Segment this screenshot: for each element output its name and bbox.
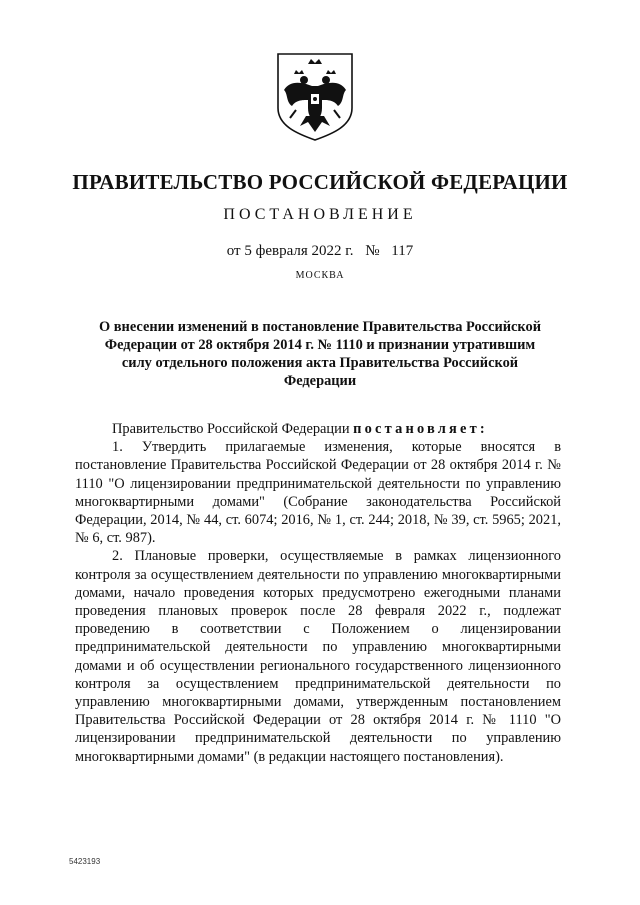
date-prefix: от (226, 243, 241, 259)
organization-heading: ПРАВИТЕЛЬСТВО РОССИЙСКОЙ ФЕДЕРАЦИИ (72, 170, 568, 194)
date-number-line (0, 243, 640, 260)
preamble-verb: постановляет: (353, 421, 488, 437)
paragraph-item-2: 2. Плановые проверки, осуществляемые в рамках лицензионного контроля за осуществлением деятельности по управлению многоквартирными домами, начало проведения которых предусмотрено ежегодными планами проведения плановых проверок после 28 февраля 2022 г., подлежат проведению в соответствии с Положением о лицензировании предпринимательской деятельности по управлению многоквартирными домами и об осуществлении регионального государственного лицензионного контроля за осуществлением предпринимательской деятельности по управлению многоквартирными домами, утвержденным постановлением Правительства Российской Федерации от 28 октября 2014 г. № 1110 "О лицензировании предпринимательской деятельности по управлению многоквартирными домами" (в редакции настоящего постановления). (75, 548, 561, 765)
coat-of-arms-emblem (272, 50, 358, 144)
preamble-subject: Правительство Российской Федерации (112, 421, 350, 437)
document-type: ПОСТАНОВЛЕНИЕ (223, 206, 417, 223)
document-title: О внесении изменений в постановление Правительства Российской Федерации от 28 октября 2014 г. № 1110 и признании утратившим силу отдельного положения акта Правительства Российской Федерации (98, 319, 542, 389)
number-sign: № (365, 243, 380, 259)
document-date: 5 февраля 2022 г. (244, 243, 354, 259)
paragraph-item-1: 1. Утвердить прилагаемые изменения, которые вносятся в постановление Правительства Российской Федерации от 28 октября 2014 г. № 1110 "О лицензировании предпринимательской деятельности по управлению многоквартирными домами" (Собрание законодательства Российской Федерации, 2014, № 44, ст. 6074; 2016, № 1, ст. 244; 2018, № 39, ст. 5965; 2021, № 6, ст. 987). (75, 439, 561, 547)
preamble (75, 420, 561, 438)
city-name: МОСКВА (295, 270, 345, 281)
document-code: 5423193 (69, 857, 101, 866)
document-body (75, 420, 561, 766)
document-number: 117 (391, 243, 414, 259)
